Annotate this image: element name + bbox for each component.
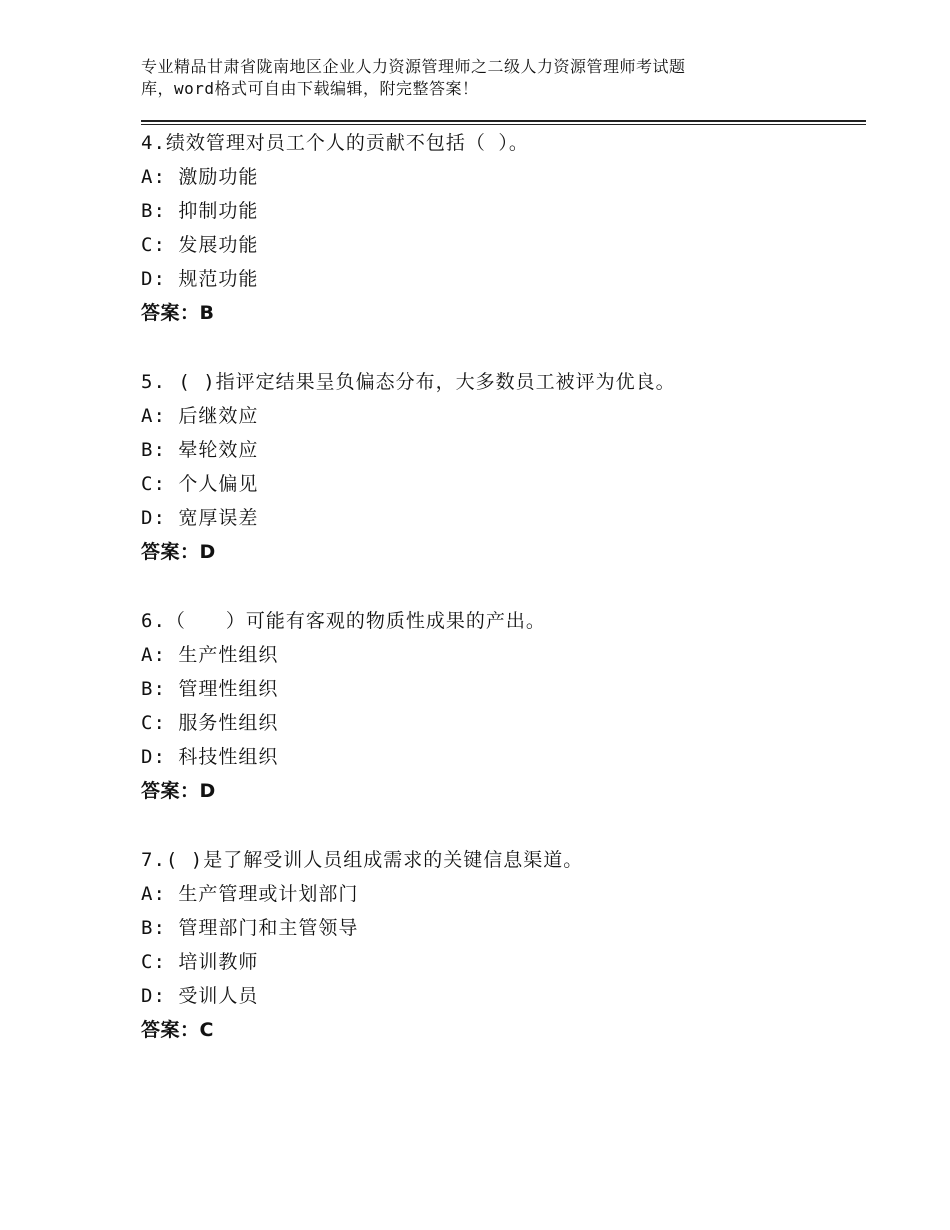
option-b: B: 抑制功能	[141, 200, 259, 222]
answer-label: 答案：C	[141, 1019, 214, 1041]
header-divider	[141, 120, 866, 125]
answer-label: 答案：B	[141, 302, 215, 324]
question-5	[141, 365, 866, 569]
question-stem: 6.（ ）可能有客观的物质性成果的产出。	[141, 610, 546, 632]
header-line-1: 专业精品甘肃省陇南地区企业人力资源管理师之二级人力资源管理师考试题	[141, 57, 686, 76]
option-d: D: 规范功能	[141, 268, 259, 290]
answer-label: 答案：D	[141, 780, 216, 802]
question-stem: 4.绩效管理对员工个人的贡献不包括（ ）。	[141, 132, 529, 154]
question-6	[141, 604, 866, 808]
option-d: D: 科技性组织	[141, 746, 279, 768]
option-d: D: 受训人员	[141, 985, 259, 1007]
option-a: A: 生产性组织	[141, 644, 279, 666]
option-c: C: 服务性组织	[141, 712, 279, 734]
question-7	[141, 843, 866, 1047]
option-d: D: 宽厚误差	[141, 507, 259, 529]
header-line-2: 库，word格式可自由下载编辑，附完整答案！	[141, 79, 479, 98]
question-stem: 7.( )是了解受训人员组成需求的关键信息渠道。	[141, 849, 584, 871]
question-4	[141, 126, 866, 330]
option-b: B: 晕轮效应	[141, 439, 259, 461]
question-stem: 5. ( )指评定结果呈负偏态分布，大多数员工被评为优良。	[141, 371, 676, 393]
document-header	[141, 56, 801, 100]
option-c: C: 发展功能	[141, 234, 259, 256]
option-c: C: 个人偏见	[141, 473, 259, 495]
option-a: A: 生产管理或计划部门	[141, 883, 359, 905]
option-b: B: 管理部门和主管领导	[141, 917, 359, 939]
option-a: A: 激励功能	[141, 166, 259, 188]
option-a: A: 后继效应	[141, 405, 259, 427]
option-b: B: 管理性组织	[141, 678, 279, 700]
answer-label: 答案：D	[141, 541, 216, 563]
option-c: C: 培训教师	[141, 951, 259, 973]
